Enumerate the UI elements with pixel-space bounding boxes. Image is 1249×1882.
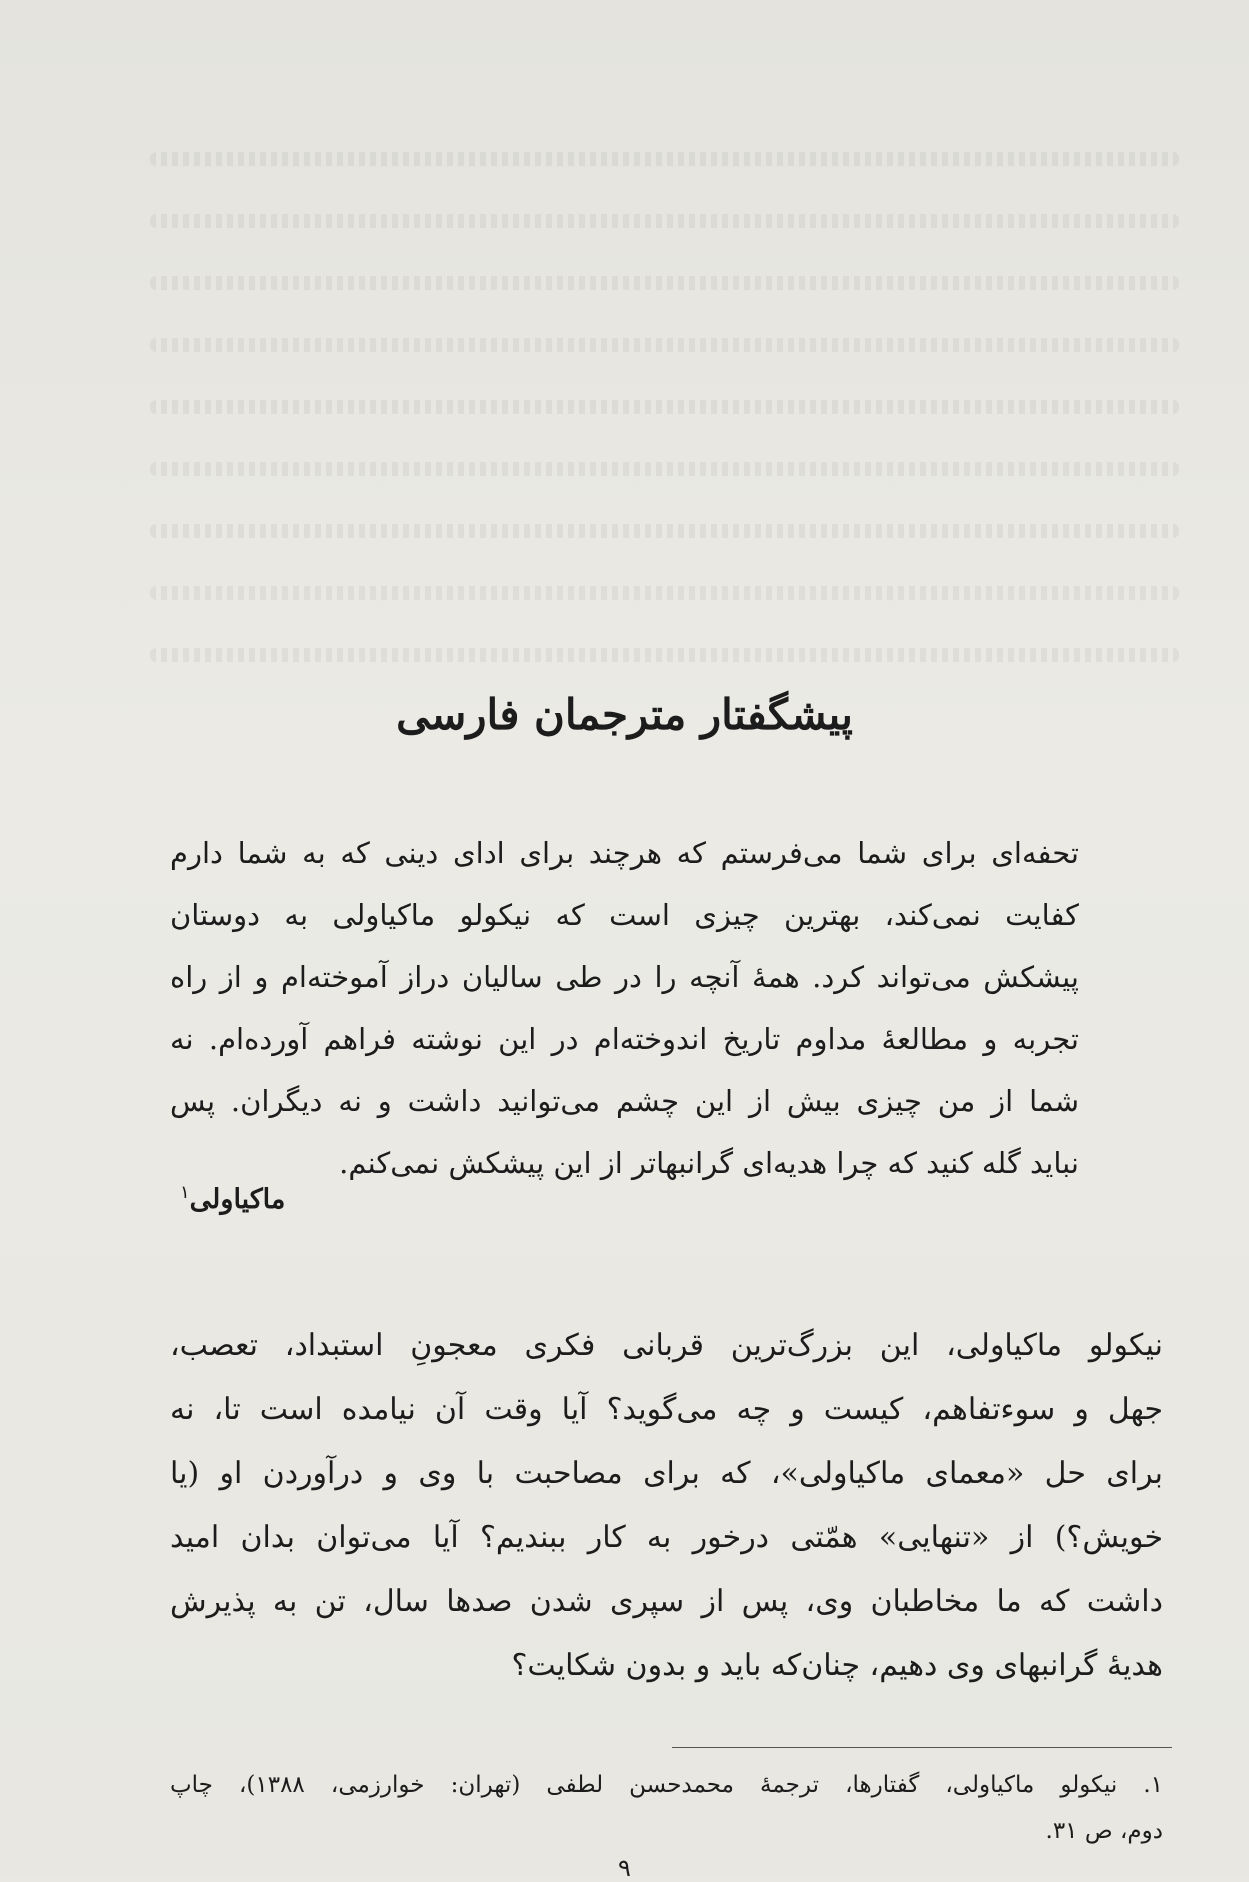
body-line: برای حل «معمای ماکیاولی»، که برای مصاحبت با وی و درآوردن او (یا <box>170 1456 1163 1491</box>
bleed-through-line <box>150 400 1179 414</box>
bleed-through-line <box>150 152 1179 166</box>
bleed-through-line <box>150 338 1179 352</box>
epigraph-quote <box>170 822 1079 1194</box>
bleed-through-line <box>150 586 1179 600</box>
footnote-divider <box>672 1747 1172 1748</box>
body-paragraph <box>170 1314 1163 1698</box>
quote-line: نباید گله کنید که چرا هدیه‌ای گرانبهاتر از این پیشکش نمی‌کنم. <box>339 1146 1079 1180</box>
body-line: داشت که ما مخاطبان وی، پس از سپری شدن صدها سال، تن به پذیرش <box>170 1584 1163 1619</box>
quote-line: شما از من چیزی بیش از این چشم می‌توانید داشت و نه دیگران. پس <box>170 1084 1079 1118</box>
footnote-line: دوم، ص ۳۱. <box>1045 1818 1163 1844</box>
bleed-through-line <box>150 276 1179 290</box>
footnote <box>170 1762 1163 1854</box>
chapter-title: پیشگفتار مترجمان فارسی <box>396 690 853 739</box>
quote-line: پیشکش می‌تواند کرد. همهٔ آنچه را در طی سالیان دراز آموخته‌ام و از راه <box>170 960 1079 994</box>
body-line: هدیهٔ گرانبهای وی دهیم، چنان‌که باید و بدون شکایت؟ <box>511 1648 1163 1683</box>
quote-line: تحفه‌ای برای شما می‌فرستم که هرچند برای ادای دینی که به شما دارم <box>170 836 1079 870</box>
quote-attribution <box>180 1182 285 1215</box>
body-line: خویش؟) از «تنهایی» همّتی درخور به کار ببندیم؟ آیا می‌توان بدان امید <box>170 1520 1163 1555</box>
attribution-name: ماکیاولی <box>189 1184 286 1215</box>
page-number: ۹ <box>618 1854 631 1882</box>
quote-line: کفایت نمی‌کند، بهترین چیزی است که نیکولو ماکیاولی به دوستان <box>170 898 1079 932</box>
bleed-through-line <box>150 524 1179 538</box>
bleed-through-line <box>150 648 1179 662</box>
footnote-reference[interactable]: ۱ <box>180 1182 190 1203</box>
body-line: جهل و سوءتفاهم، کیست و چه می‌گوید؟ آیا وقت آن نیامده است تا، نه <box>170 1392 1163 1427</box>
quote-line: تجربه و مطالعهٔ مداوم تاریخ اندوخته‌ام در این نوشته فراهم آورده‌ام. نه <box>170 1022 1079 1056</box>
bleed-through-line <box>150 214 1179 228</box>
body-line: نیکولو ماکیاولی، این بزرگ‌ترین قربانی فکری معجونِ استبداد، تعصب، <box>170 1328 1163 1363</box>
bleed-through-line <box>150 462 1179 476</box>
footnote-line: ۱. نیکولو ماکیاولی، گفتارها، ترجمهٔ محمدحسن لطفی (تهران: خوارزمی، ۱۳۸۸)، چاپ <box>170 1772 1163 1798</box>
